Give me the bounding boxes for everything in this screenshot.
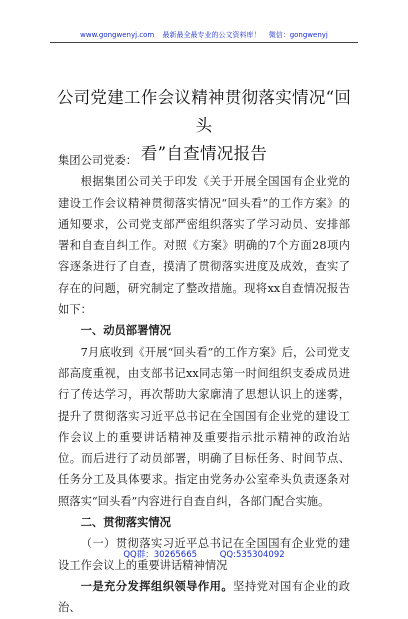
title-line-2: 看”自查情况报告 bbox=[140, 144, 268, 163]
site-header bbox=[50, 30, 358, 40]
intro-paragraph: 根据集团公司关于印发《关于开展全国国有企业党的建设工作会议精神贯彻落实情况“回头看”的工作方案》的通知要求，公司党支部严密组织落实了学习动员、安排部署和自查自纠工作。对照《方案》明确的7个方面28项内容逐条进行了自查，摸清了贯彻落实进度及成效，查实了存在的问题，研究制定了整改措施。现将xx自查情况报告如下： bbox=[58, 175, 350, 317]
wechat-id: 微信：gongwenyj bbox=[268, 31, 328, 39]
qq-contact: QQ:535304092 bbox=[219, 550, 285, 560]
point-1-paragraph bbox=[58, 576, 350, 619]
point-1-lead: 一是充分发挥组织领导作用。 bbox=[80, 579, 234, 593]
site-url[interactable]: www.gongwenyj.com bbox=[80, 31, 155, 39]
site-slogan: 最新最全最专业的公文资料库！ bbox=[162, 31, 261, 39]
section-1-heading: 一、动员部署情况 bbox=[80, 324, 171, 338]
title-line-1: 公司党建工作会议精神贯彻落实情况“回头 bbox=[56, 88, 352, 135]
subsection-1-heading: （一）贯彻落实习近平总书记在全国国有企业党的建设工作会议上的重要讲话精神情况 bbox=[58, 537, 350, 572]
section-1-paragraph: 7月底收到《开展“回头看”的工作方案》后，公司党支部高度重视，由支部书记xx同志第一时间组织支委成员进行了传达学习，再次帮助大家廓清了思想认识上的迷雾，提升了贯彻落实习近平总书记在全国国有企业党的建设工作会议上的重要讲话精神及重要指示批示精神的政治站位。而后进行了动员部署，明确了目标任务、时间节点、任务分工及具体要求。指定由党务办公室牵头负责逐条对照落实“回头看”内容进行自查自纠，各部门配合实施。 bbox=[58, 345, 350, 508]
salutation: 集团公司党委： bbox=[58, 154, 138, 167]
qq-group: QQ群：30265665 bbox=[123, 550, 198, 560]
header-divider bbox=[50, 42, 358, 43]
site-footer bbox=[50, 548, 358, 560]
section-2-heading: 二、贯彻落实情况 bbox=[80, 516, 171, 530]
point-1-text: 坚持党对国有企业的政治、 bbox=[58, 579, 350, 615]
